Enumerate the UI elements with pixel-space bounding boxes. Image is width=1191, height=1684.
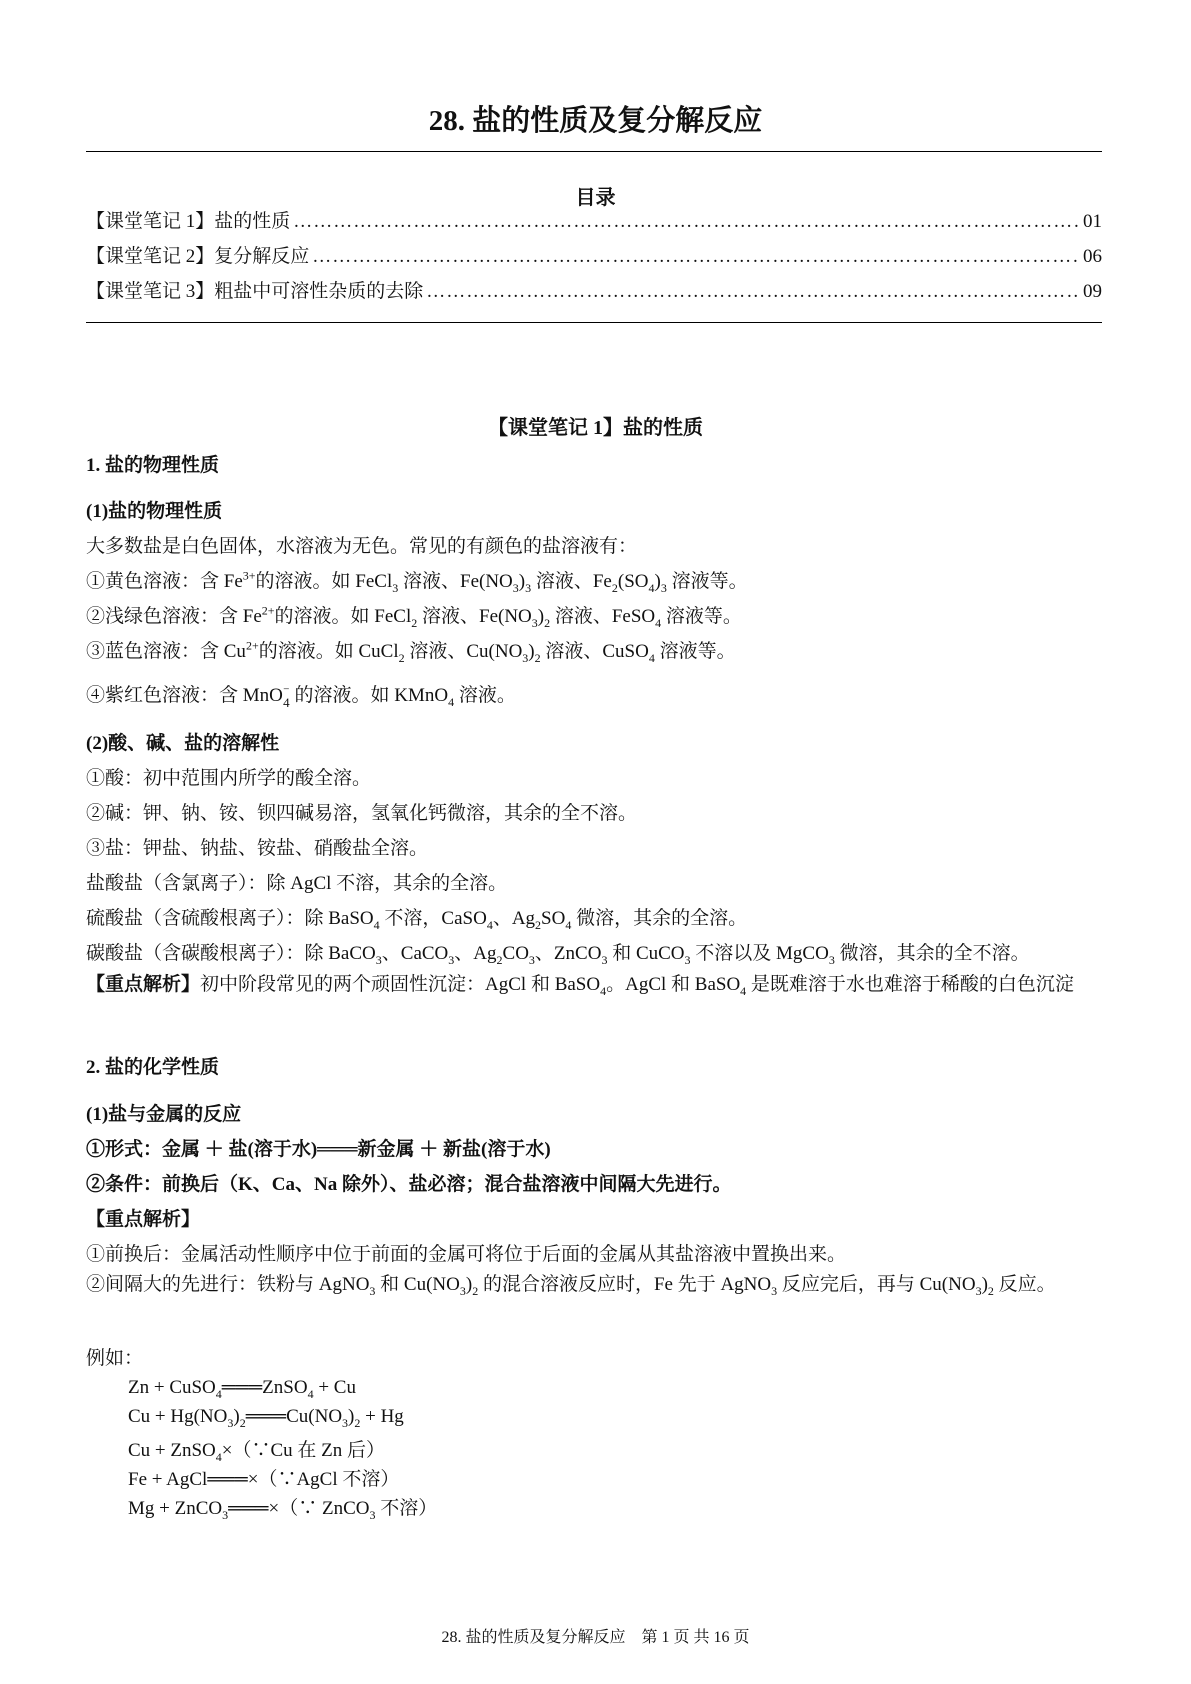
key-label: 【重点解析】 [86, 974, 201, 995]
subheading: (1)盐与金属的反应 [86, 1104, 242, 1125]
paragraph: ②间隔大的先进行：铁粉与 AgNO$_3$ 和 $Cu(NO_3)_2$ 的混合溶液反应时，Fe 先于 AgNO$_3$ 反应完后，再与 $Cu(NO_3)_2$ 反应。 [86, 1274, 1056, 1298]
equation: Fe + AgCl═══×（∵AgCl 不溶） [128, 1469, 400, 1490]
paragraph: ③盐：钾盐、钠盐、铵盐、硝酸盐全溶。 [86, 838, 429, 859]
subheading: (2)酸、碱、盐的溶解性 [86, 733, 280, 754]
paragraph: ①前换后：金属活动性顺序中位于前面的金属可将位于后面的金属从其盐溶液中置换出来。 [86, 1244, 847, 1265]
equation: $Cu + Hg(NO_3)_2═══Cu(NO_3)_2 + Hg$ [128, 1406, 404, 1430]
subheading: (1)盐的物理性质 [86, 501, 223, 522]
heading: 1. 盐的物理性质 [86, 455, 220, 476]
toc-item[interactable] [86, 206, 1102, 233]
paragraph: ④紫红色溶液：含 MnO⁻ 4 的溶液。如 KMnO$_4$ 溶液。 [86, 682, 516, 710]
divider [86, 322, 1102, 323]
paragraph: ①黄色溶液：含 $Fe^{3+}$的溶液。如 FeCl$_3$ 溶液、$Fe(NO_3)_3$ 溶液、$Fe_2(SO_4)_3$ 溶液等。 [86, 568, 748, 595]
rule-form: ①形式：金属 ＋ 盐(溶于水)═══新金属 ＋ 新盐(溶于水) [86, 1139, 551, 1160]
toc-item-page: 09 [1083, 281, 1102, 302]
toc-leader [293, 211, 1080, 233]
toc-leader [426, 281, 1080, 303]
toc-heading: 目录 [575, 187, 616, 209]
toc-item-label: 【课堂笔记 2】复分解反应 [86, 246, 310, 267]
paragraph: ②浅绿色溶液：含 $Fe^{2+}$的溶液。如 FeCl$_2$ 溶液、$Fe(NO_3)_2$ 溶液、FeSO$_4$ 溶液等。 [86, 603, 742, 630]
rule-condition: ②条件：前换后（K、Ca、Na 除外）、盐必溶；混合盐溶液中间隔大先进行。 [86, 1174, 732, 1195]
key-label: 【重点解析】 [86, 1209, 201, 1230]
toc-item[interactable] [86, 276, 1102, 303]
example-label: 例如： [86, 1348, 144, 1369]
toc-item-page: 01 [1083, 211, 1102, 232]
toc-item-label: 【课堂笔记 1】盐的性质 [86, 211, 291, 232]
paragraph: 盐酸盐（含氯离子）：除 AgCl 不溶，其余的全溶。 [86, 873, 508, 894]
paragraph: ①酸：初中范围内所学的酸全溶。 [86, 768, 372, 789]
paragraph: 硫酸盐（含硫酸根离子）：除 BaSO$_4$ 不溶，CaSO$_4$、$Ag_2SO_4$ 微溶，其余的全溶。 [86, 908, 748, 932]
divider [86, 151, 1102, 152]
equation: Mg + ZnCO$_3$═══×（∵ ZnCO$_3$ 不溶） [128, 1498, 438, 1522]
paragraph: ③蓝色溶液：含 $Cu^{2+}$的溶液。如 CuCl$_2$ 溶液、$Cu(NO_3)_2$ 溶液、CuSO$_4$ 溶液等。 [86, 638, 736, 665]
toc-item[interactable] [86, 241, 1102, 268]
key-analysis: 【重点解析】初中阶段常见的两个顽固性沉淀：AgCl 和 BaSO$_4$。AgCl 和 BaSO$_4$ 是既难溶于水也难溶于稀酸的白色沉淀 [86, 974, 1074, 998]
heading: 2. 盐的化学性质 [86, 1057, 220, 1078]
toc-item-label: 【课堂笔记 3】粗盐中可溶性杂质的去除 [86, 281, 424, 302]
page-title: 28. 盐的性质及复分解反应 [428, 105, 763, 137]
equation: Cu + ZnSO$_4$×（∵Cu 在 Zn 后） [128, 1440, 386, 1464]
toc-item-page: 06 [1083, 246, 1102, 267]
paragraph: 大多数盐是白色固体，水溶液为无色。常见的有颜色的盐溶液有： [86, 536, 638, 557]
equation: Zn + CuSO$_4$═══ZnSO$_4$ + Cu [128, 1377, 356, 1401]
toc-leader [312, 246, 1080, 268]
paragraph: ②碱：钾、钠、铵、钡四碱易溶，氢氧化钙微溶，其余的全不溶。 [86, 803, 638, 824]
paragraph: 碳酸盐（含碳酸根离子）：除 BaCO$_3$、CaCO$_3$、$Ag_2CO_3$、ZnCO$_3$ 和 CuCO$_3$ 不溶以及 MgCO$_3$ 微溶，其余的全不溶。 [86, 943, 1030, 967]
page-footer: 28. 盐的性质及复分解反应 第 1 页 共 16 页 [441, 1629, 750, 1646]
section-title: 【课堂笔记 1】盐的性质 [488, 417, 703, 439]
